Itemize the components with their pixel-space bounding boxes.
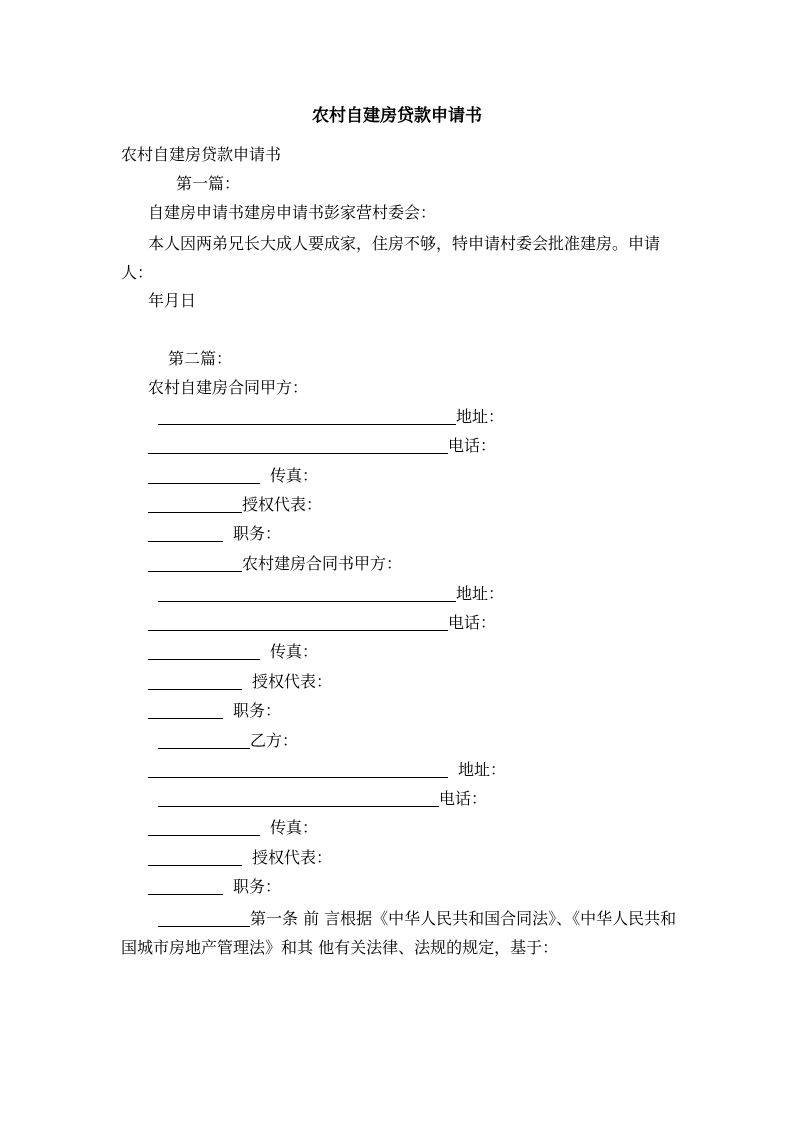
address-blank [148,759,448,778]
contract-title: 农村自建房合同甲方： [148,378,309,397]
party-b-row [158,729,298,753]
article-1-blank [158,908,250,927]
fax-label: 传真： [270,818,319,837]
party-a2-rep-row [148,670,332,694]
fax-blank [148,641,260,660]
party-a1-fax-row [148,464,318,488]
phone-blank [148,612,448,631]
phone-blank [158,788,439,807]
address-label: 地址： [458,760,507,779]
party-a1-address-row [158,405,504,429]
party-a2-position-row [148,699,281,723]
party-b-address-row [148,758,506,782]
fax-label: 传真： [270,642,319,661]
address-label: 地址： [456,584,505,603]
contract-book-row [148,552,402,576]
article-1 [121,904,681,962]
party-a1-position-row [148,522,281,546]
address-blank [158,583,456,602]
part1-heading: 第一篇： [176,174,241,193]
article-1-text: 第一条 前 言根据《中华人民共和国合同法》、《中华人民共和国城市房地产管理法》和其 他有关法律、法规的规定，基于： [121,909,677,957]
fax-blank [148,465,260,484]
address-blank [158,406,456,425]
party-a1-rep-row [148,493,322,517]
part1-date: 年月日 [148,291,197,310]
party-a1-phone-row [148,434,496,458]
part1-body: 本人因两弟兄长大成人要成家，住房不够，特申请村委会批准建房。申请人： [121,234,661,282]
position-label: 职务： [233,524,282,543]
party-a2-address-row [158,582,504,606]
party-b-label: 乙方： [250,731,299,750]
party-a2-fax-row [148,640,318,664]
part1-salutation: 自建房申请书建房申请书彭家营村委会： [148,203,437,222]
contract-book-label: 农村建房合同书甲方： [242,554,403,573]
position-blank [148,523,223,542]
party-a2-phone-row [148,611,496,635]
position-label: 职务： [233,701,282,720]
party-b-position-row [148,875,281,899]
party-b-blank [158,730,250,749]
party-b-rep-row [148,846,332,870]
subtitle: 农村自建房贷款申请书 [121,145,282,164]
position-label: 职务： [233,877,282,896]
fax-blank [148,817,260,836]
position-blank [148,700,223,719]
rep-label: 授权代表： [252,848,333,867]
rep-label: 授权代表： [252,672,333,691]
rep-blank [148,847,242,866]
phone-label: 电话： [439,789,488,808]
part2-heading: 第二篇： [168,349,233,368]
position-blank [148,876,223,895]
fax-label: 传真： [270,466,319,485]
phone-label: 电话： [448,436,497,455]
rep-blank [148,494,242,513]
contract-book-blank [148,553,242,572]
phone-label: 电话： [448,613,497,632]
document-title: 农村自建房贷款申请书 [312,106,482,126]
party-b-fax-row [148,816,318,840]
rep-label: 授权代表： [242,495,323,514]
party-b-phone-row [158,787,487,811]
address-label: 地址： [456,407,505,426]
rep-blank [148,671,242,690]
phone-blank [148,435,448,454]
